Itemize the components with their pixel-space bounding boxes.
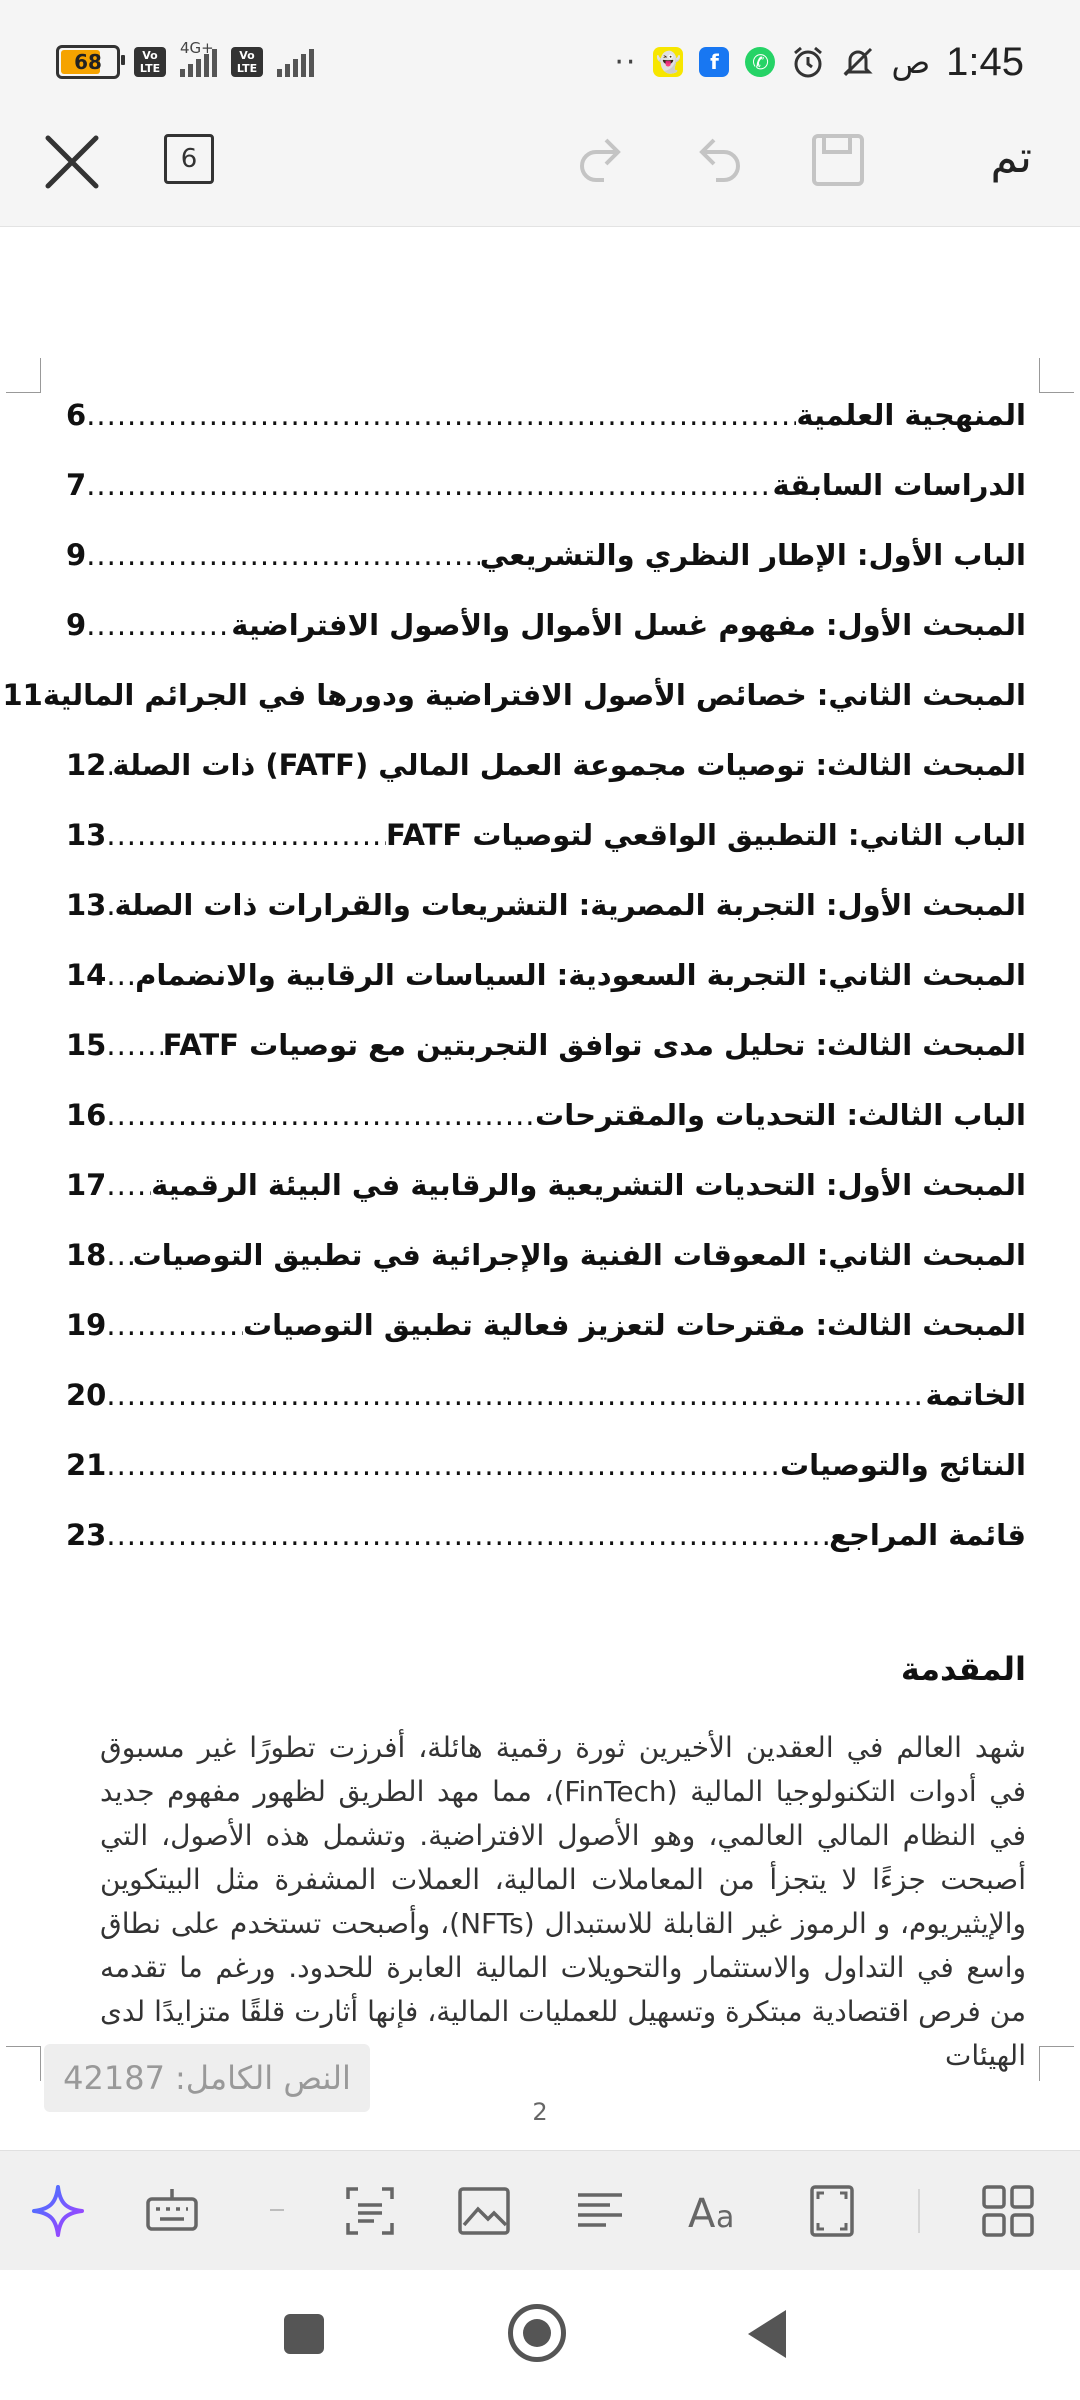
toc-entry-page: 17 xyxy=(66,1168,107,1202)
image-icon[interactable] xyxy=(452,2179,516,2243)
silent-icon xyxy=(841,45,875,79)
page-count-button[interactable]: 6 xyxy=(164,134,214,184)
text-scan-icon[interactable] xyxy=(338,2179,402,2243)
toc-entry[interactable] xyxy=(66,1290,1026,1360)
toolbar-divider xyxy=(918,2189,920,2233)
format-toolbar xyxy=(0,2150,1080,2271)
toc-entry-page: 7 xyxy=(66,468,87,502)
save-icon[interactable] xyxy=(810,132,866,188)
page-corner-mark xyxy=(1039,358,1074,393)
toc-dot-leader xyxy=(106,1168,151,1202)
toc-entry-page: 6 xyxy=(66,398,87,432)
toc-entry-page: 13 xyxy=(66,818,107,852)
toc-dot-leader xyxy=(106,1448,780,1482)
toc-entry[interactable] xyxy=(66,1220,1026,1290)
battery-level: 68 xyxy=(74,50,102,74)
undo-icon[interactable] xyxy=(690,130,750,190)
toc-dot-leader xyxy=(106,1238,132,1272)
toolbar-divider xyxy=(270,2209,284,2211)
signal-icon xyxy=(180,39,217,77)
paragraph-align-icon[interactable] xyxy=(568,2179,632,2243)
toc-entry-title: المنهجية العلمية xyxy=(796,398,1026,432)
status-bar xyxy=(0,0,1080,120)
toc-entry-page: 11 xyxy=(2,678,43,712)
fullscreen-icon[interactable] xyxy=(800,2179,864,2243)
page-number: 2 xyxy=(532,2098,548,2126)
toc-entry-title: المبحث الثالث: توصيات مجموعة العمل المالي (FATF) ذات الصلة xyxy=(112,748,1026,782)
toc-entry-page: 13 xyxy=(66,888,107,922)
toc-entry-page: 18 xyxy=(66,1238,107,1272)
toc-entry-title: قائمة المراجع xyxy=(829,1518,1026,1552)
toc-entry[interactable] xyxy=(66,520,1026,590)
toc-entry-page: 23 xyxy=(66,1518,107,1552)
volte-icon-2: Vo LTE xyxy=(231,47,263,77)
intro-paragraph[interactable]: شهد العالم في العقدين الأخيرين ثورة رقمية هائلة، أفرزت تطورًا غير مسبوق في أدوات التكنولوجيا المالية (FinTech)، مما مهد الطريق لظهور مفهوم جديد في النظام المالي العالمي، وهو الأصول الافتراضية. وتشمل هذه الأصول، التي أصبحت جزءًا لا يتجزأ من المعاملات المالية، العملات المشفرة مثل البيتكوين والإيثيريوم، و الرموز غير القابلة للاستبدال (NFTs)، وأصبحت تستخدم على نطاق واسع في التداول والاستثمار والتحويلات المالية العابرة للحدود. ورغم ما تقدمه من فرص اقتصادية مبتكرة وتسهيل للعمليات المالية، فإنها أثارت قلقًا متزايدًا لدى الهيئات xyxy=(100,1731,1026,2072)
back-button[interactable] xyxy=(748,2310,786,2358)
done-button[interactable]: تم xyxy=(990,132,1032,183)
toc-dot-leader xyxy=(106,1378,925,1412)
toc-entry-title: الدراسات السابقة xyxy=(772,468,1026,502)
toc-entry[interactable] xyxy=(66,1430,1026,1500)
system-nav-bar xyxy=(0,2270,1080,2400)
toc-dot-leader xyxy=(106,888,114,922)
toc-entry-page: 16 xyxy=(66,1098,107,1132)
toc-entry-page: 15 xyxy=(66,1028,107,1062)
network-type: 4G+ xyxy=(180,39,214,57)
toc-entry[interactable] xyxy=(66,380,1026,450)
page-corner-mark xyxy=(6,358,41,393)
toc-entry-page: 21 xyxy=(66,1448,107,1482)
svg-text:A: A xyxy=(688,2191,716,2237)
toc-dot-leader xyxy=(106,1518,829,1552)
toc-entry-title: الخاتمة xyxy=(925,1378,1026,1412)
toc-dot-leader xyxy=(86,538,480,572)
toc-entry-page: 14 xyxy=(66,958,107,992)
home-button[interactable] xyxy=(508,2304,566,2362)
toc-entry-title: الباب الأول: الإطار النظري والتشريعي xyxy=(479,538,1026,572)
toc-dot-leader xyxy=(86,398,796,432)
toc-entry-page: 9 xyxy=(66,608,87,642)
snapchat-icon: 👻 xyxy=(653,47,683,77)
toc-entry[interactable] xyxy=(66,1150,1026,1220)
toc-entry-title: النتائج والتوصيات xyxy=(779,1448,1026,1482)
toc-dot-leader xyxy=(86,468,772,502)
toc-entry-title: المبحث الثالث: مقترحات لتعزيز فعالية تطبيق التوصيات xyxy=(243,1308,1026,1342)
toc-entry[interactable] xyxy=(66,1080,1026,1150)
toc-entry[interactable] xyxy=(66,870,1026,940)
page-corner-mark xyxy=(1039,2046,1074,2081)
toc-entry[interactable] xyxy=(66,1500,1026,1570)
toc-entry[interactable] xyxy=(66,940,1026,1010)
redo-icon[interactable] xyxy=(570,130,630,190)
page-corner-mark xyxy=(6,2046,41,2081)
toc-dot-leader xyxy=(106,958,135,992)
toc-entry[interactable] xyxy=(66,1360,1026,1430)
ai-sparkle-icon[interactable] xyxy=(26,2179,90,2243)
toc-entry-title: الباب الثالث: التحديات والمقترحات xyxy=(535,1098,1026,1132)
toc-dot-leader xyxy=(106,1308,243,1342)
toc-entry-page: 9 xyxy=(66,538,87,572)
toc-entry-title: الباب الثاني: التطبيق الواقعي لتوصيات FATF xyxy=(385,818,1026,852)
toc-entry[interactable] xyxy=(66,1010,1026,1080)
clock: 1:45 xyxy=(946,39,1024,84)
toc-entry-title: المبحث الأول: التجربة المصرية: التشريعات والقرارات ذات الصلة xyxy=(114,888,1026,922)
toc-entry-page: 20 xyxy=(66,1378,107,1412)
toc-entry[interactable] xyxy=(66,730,1026,800)
toc-entry-title: المبحث الأول: التحديات التشريعية والرقابية في البيئة الرقمية xyxy=(151,1168,1026,1202)
toc-entry-title: المبحث الثاني: المعوقات الفنية والإجرائية في تطبيق التوصيات xyxy=(132,1238,1026,1272)
volte-icon: Vo LTE xyxy=(134,47,166,77)
toc-dot-leader xyxy=(86,608,231,642)
more-notifications-icon: ·· xyxy=(614,44,638,80)
toc-entry-title: المبحث الثالث: تحليل مدى توافق التجربتين مع توصيات FATF xyxy=(162,1028,1026,1062)
toc-entry[interactable] xyxy=(66,800,1026,870)
battery-icon xyxy=(56,45,120,79)
am-pm: ص xyxy=(891,43,931,81)
recent-apps-button[interactable] xyxy=(284,2314,324,2354)
toc-entry-page: 12 xyxy=(66,748,107,782)
close-icon[interactable] xyxy=(40,130,104,194)
grid-apps-icon[interactable] xyxy=(976,2179,1040,2243)
toc-entry-title: المبحث الثاني: التجربة السعودية: السياسات الرقابية والانضمام xyxy=(135,958,1026,992)
toc-entry-title: المبحث الثاني: خصائص الأصول الافتراضية ودورها في الجرائم المالية xyxy=(42,678,1026,712)
toc-entry-page: 19 xyxy=(66,1308,107,1342)
facebook-icon: f xyxy=(699,47,729,77)
toc-entry-title: المبحث الأول: مفهوم غسل الأموال والأصول الافتراضية xyxy=(231,608,1026,642)
svg-text:a: a xyxy=(716,2200,735,2235)
editor-toolbar xyxy=(0,120,1080,227)
signal-icon-2 xyxy=(277,47,314,77)
intro-heading: المقدمة xyxy=(900,1650,1026,1688)
keyboard-icon[interactable] xyxy=(140,2179,204,2243)
word-count-value: 42187 xyxy=(63,2059,165,2097)
whatsapp-icon: ✆ xyxy=(745,47,775,77)
toc-dot-leader xyxy=(106,1098,535,1132)
toc-entry[interactable] xyxy=(66,590,1026,660)
word-count-label: النص الكامل: xyxy=(174,2059,351,2097)
alarm-icon xyxy=(791,45,825,79)
toc-entry[interactable] xyxy=(2,660,1026,730)
toc-entry[interactable] xyxy=(66,450,1026,520)
table-of-contents xyxy=(2,380,1026,1570)
toc-dot-leader xyxy=(106,818,386,852)
toc-dot-leader xyxy=(106,1028,162,1062)
font-icon[interactable] xyxy=(684,2179,748,2243)
